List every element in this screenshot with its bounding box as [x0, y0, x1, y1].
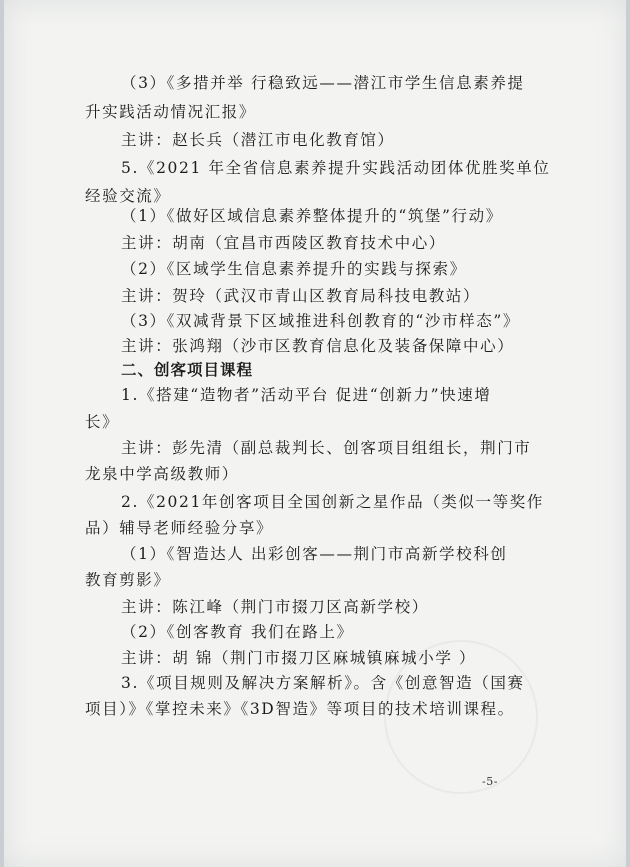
text-line: 升实践活动情况汇报》	[85, 103, 257, 121]
scan-edge-right	[626, 0, 630, 867]
text-line: 主讲：胡 锦（荆门市掇刀区麻城镇麻城小学 ）	[121, 649, 477, 667]
text-line: 品）辅导老师经验分享》	[85, 519, 274, 537]
text-line: 教育剪影》	[85, 571, 171, 589]
text-line: （3）《多措并举 行稳致远——潜江市学生信息素养提	[121, 74, 525, 92]
text-line: （2）《创客教育 我们在路上》	[121, 623, 354, 641]
text-line: （1）《做好区域信息素养整体提升的“筑堡”行动》	[121, 207, 503, 225]
text-line: 经验交流》	[85, 187, 171, 205]
text-line: 主讲：张鸿翔（沙市区教育信息化及装备保障中心）	[121, 337, 515, 355]
text-line: 5.《2021 年全省信息素养提升实践活动团体优胜奖单位	[121, 159, 551, 177]
text-line: 主讲：贺玲（武汉市青山区教育局科技电教站）	[121, 287, 481, 305]
text-line: （2）《区域学生信息素养提升的实践与探索》	[121, 260, 467, 278]
text-line: 主讲：胡南（宜昌市西陵区教育技术中心）	[121, 234, 446, 252]
text-line: 主讲：彭先清（副总裁判长、创客项目组组长，荆门市	[121, 439, 532, 457]
section-heading: 二、创客项目课程	[121, 361, 254, 379]
text-line: 长》	[85, 413, 120, 431]
page-number: -5-	[482, 775, 498, 788]
text-line: 1.《搭建“造物者”活动平台 促进“创新力”快速增	[121, 386, 492, 404]
text-line: 2.《2021年创客项目全国创新之星作品（类似一等奖作	[121, 493, 544, 511]
document-page	[4, 0, 626, 867]
text-line: 项目）》《掌控未来》《3D智造》等项目的技术培训课程。	[85, 700, 515, 718]
page-content	[4, 0, 626, 867]
text-line: 龙泉中学高级教师）	[85, 465, 239, 483]
text-line: 主讲：赵长兵（潜江市电化教育馆）	[121, 131, 395, 149]
text-line: 主讲：陈江峰（荆门市掇刀区高新学校）	[121, 598, 429, 616]
text-line: （3）《双减背景下区域推进科创教育的“沙市样态”》	[121, 312, 520, 330]
text-line: 3.《项目规则及解决方案解析》。含《创意智造（国赛	[121, 674, 525, 692]
text-line: （1）《智造达人 出彩创客——荆门市高新学校科创	[121, 545, 508, 563]
